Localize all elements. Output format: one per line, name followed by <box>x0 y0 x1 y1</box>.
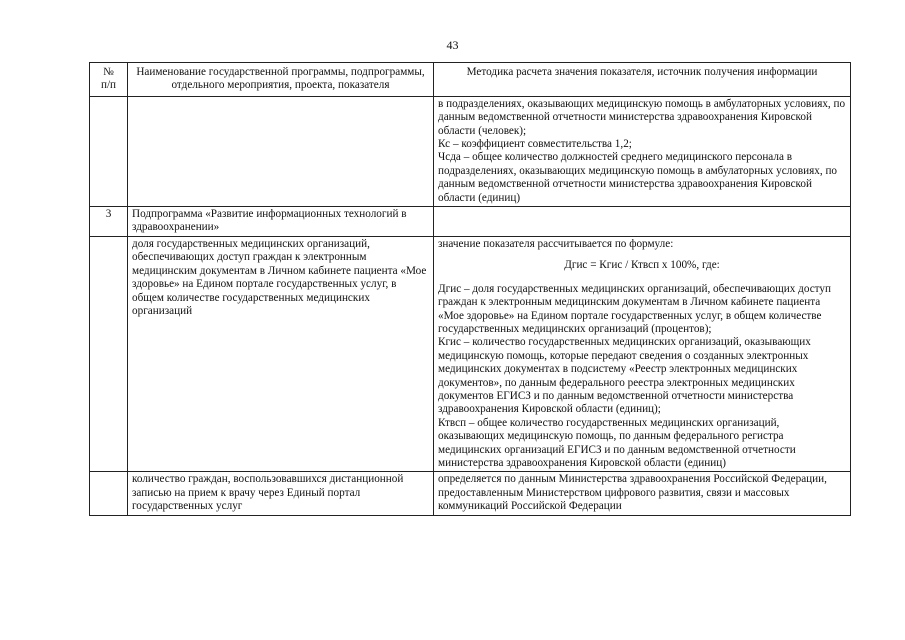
cell-name: доля государственных медицинских организаций, обеспечивающих доступ граждан к электронным медицинским документам в Личном кабинете пациента «Мое здоровье» на Едином портале государственных услуг, в общем количестве государственных медицинских организаций <box>128 236 434 472</box>
cell-method <box>434 96 851 206</box>
method-text: Чсда – общее количество должностей среднего медицинского персонала в подразделениях, оказывающих медицинскую помощь в амбулаторных условиях, по данным ведомственной отчетности министерства здравоохранения Кировской области (единиц) <box>438 151 838 204</box>
definition: Кгис – количество государственных медицинских организаций, оказывающих медицинскую помощь, которые передают сведения о созданных электронных медицинских документах в подсистему «Реестр электронных медицинских документов», по данным федерального реестра электронных медицинских документов ЕГИСЗ и по данным ведомственной отчетности министерства здравоохранения Кировской области (единиц); <box>438 336 811 416</box>
header-method: Методика расчета значения показателя, источник получения информации <box>434 63 851 97</box>
header-number <box>90 63 128 97</box>
cell-method: определяется по данным Министерства здравоохранения Российской Федерации, предоставленным Министерством цифрового развития, связи и массовых коммуникаций Российской Федерации <box>434 472 851 515</box>
method-text: в подразделениях, оказывающих медицинскую помощь в амбулаторных условиях, по данным ведомственной отчетности министерства здравоохранения Кировской области (человек); <box>438 97 846 137</box>
cell-name <box>128 96 434 206</box>
method-text: Кс – коэффициент совместительства 1,2; <box>438 138 632 151</box>
page-number: 43 <box>446 38 459 52</box>
cell-name: количество граждан, воспользовавшихся дистанционной записью на прием к врачу через Единый портал государственных услуг <box>128 472 434 515</box>
indicator-table <box>89 62 851 516</box>
table-row <box>90 236 851 472</box>
method-intro: значение показателя рассчитывается по формуле: <box>438 237 674 250</box>
table-row <box>90 472 851 515</box>
header-number-line2: п/п <box>100 79 117 92</box>
table-row-subprogram <box>90 207 851 237</box>
cell-number <box>90 236 128 472</box>
header-number-line1: № <box>103 66 114 78</box>
formula: Дгис = Кгис / Ктвсп х 100%, где: <box>564 259 720 272</box>
definition: Дгис – доля государственных медицинских организаций, обеспечивающих доступ граждан к электронным медицинским документам в Личном кабинете пациента «Мое здоровье» на Едином портале государственных услуг, в общем количестве государственных медицинских организаций (процентов); <box>438 282 831 335</box>
cell-method <box>434 236 851 472</box>
cell-number <box>90 96 128 206</box>
table-header-row <box>90 63 851 97</box>
header-name: Наименование государственной программы, подпрограммы, отдельного мероприятия, проекта, показателя <box>128 63 434 97</box>
cell-number: 3 <box>90 207 128 237</box>
definition: Ктвсп – общее количество государственных медицинских организаций, оказывающих медицинскую помощь, по данным федерального регистра медицинских организаций ЕГИСЗ и по данным ведомственной отчетности министерства здравоохранения Кировской области (единиц) <box>438 416 796 469</box>
cell-method <box>434 207 851 237</box>
cell-number <box>90 472 128 515</box>
cell-name: Подпрограмма «Развитие информационных технологий в здравоохранении» <box>128 207 434 237</box>
table-row <box>90 96 851 206</box>
